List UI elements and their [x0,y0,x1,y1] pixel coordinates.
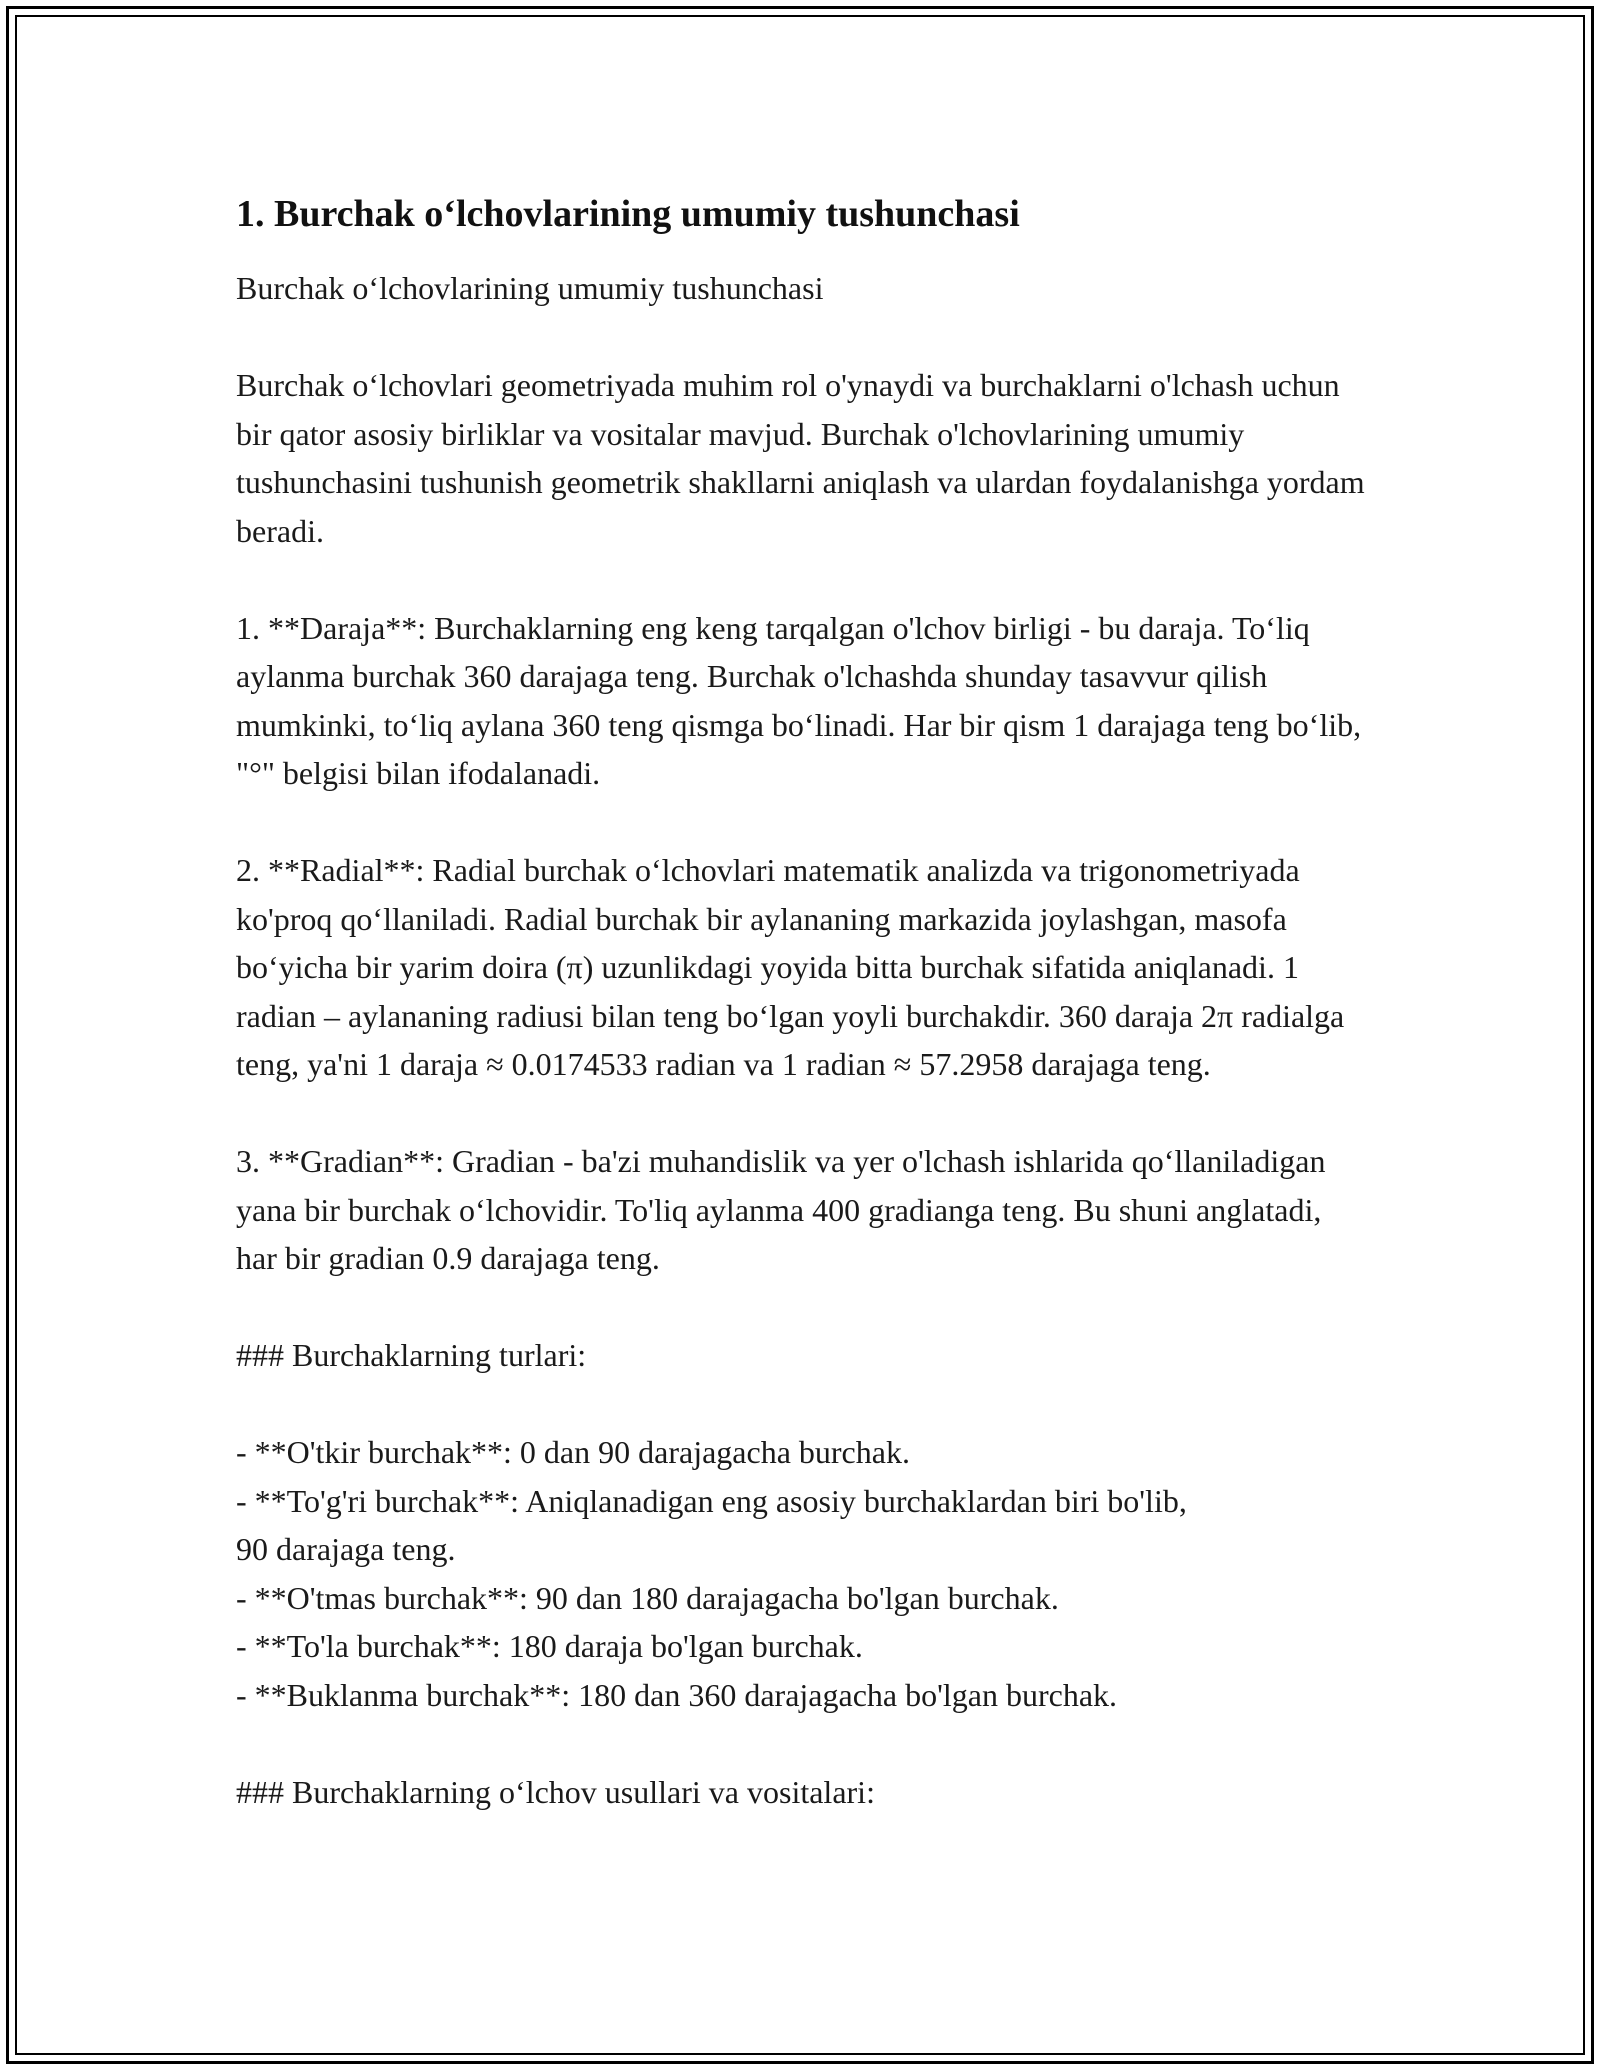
document-content [236,186,1366,1865]
list-item: - **Buklanma burchak**: 180 dan 360 darajagacha bo'lgan burchak. [236,1676,1118,1713]
intro-paragraph: Burchak o‘lchovlari geometriyada muhim rol o'ynaydi va burchaklarni o'lchash uchun bir qator asosiy birliklar va vositalar mavjud. Burchak o'lchovlarining umumiy tushunchasini tushunish geometrik shakllarni aniqlash va ulardan foydalanishga yordam beradi. [236,367,1365,549]
angle-types-heading: ### Burchaklarning turlari: [236,1337,587,1373]
methods-heading: ### Burchaklarning o‘lchov usullari va vositalari: [236,1773,875,1810]
list-item: 90 darajaga teng. [236,1531,456,1567]
list-item: - **O'tmas burchak**: 90 dan 180 darajagacha bo'lgan burchak. [236,1579,1059,1616]
angle-types-list [236,1428,1366,1719]
radian-paragraph: 2. **Radial**: Radial burchak o‘lchovlari matematik analizda va trigonometriyada ko'proq qo‘llaniladi. Radial burchak bir aylananing markazida joylashgan, masofa bo‘yicha bir yarim doira (π) uzunlikdagi yoyida bitta burchak sifatida aniqlanadi. 1 radian – aylananing radiusi bilan teng bo‘lgan yoyli burchakdir. 360 daraja 2π radialga teng, ya'ni 1 daraja ≈ 0.0174533 radian va 1 radian ≈ 57.2958 darajaga teng. [236,852,1345,1082]
list-item: - **To'la burchak**: 180 daraja bo'lgan burchak. [236,1628,863,1664]
list-item: - **To'g'ri burchak**: Aniqlanadigan eng asosiy burchaklardan biri bo'lib, [236,1482,1187,1519]
subtitle-paragraph: Burchak o‘lchovlarining umumiy tushunchasi [236,270,824,306]
list-item: - **O'tkir burchak**: 0 dan 90 darajagacha burchak. [236,1434,910,1470]
degree-paragraph: 1. **Daraja**: Burchaklarning eng keng tarqalgan o'lchov birligi - bu daraja. To‘liq aylanma burchak 360 darajaga teng. Burchak o'lchashda shunday tasavvur qilish mumkinki, to‘liq aylana 360 teng qismga bo‘linadi. Har bir qism 1 darajaga teng bo‘lib, "°" belgisi bilan ifodalanadi. [236,609,1362,791]
gradian-paragraph: 3. **Gradian**: Gradian - ba'zi muhandislik va yer o'lchash ishlarida qo‘llaniladigan yana bir burchak o‘lchovidir. To'liq aylanma 400 gradianga teng. Bu shuni anglatadi, har bir gradian 0.9 darajaga teng. [236,1143,1326,1276]
section-heading: 1. Burchak o‘lchovlarining umumiy tushunchasi [236,193,1020,235]
